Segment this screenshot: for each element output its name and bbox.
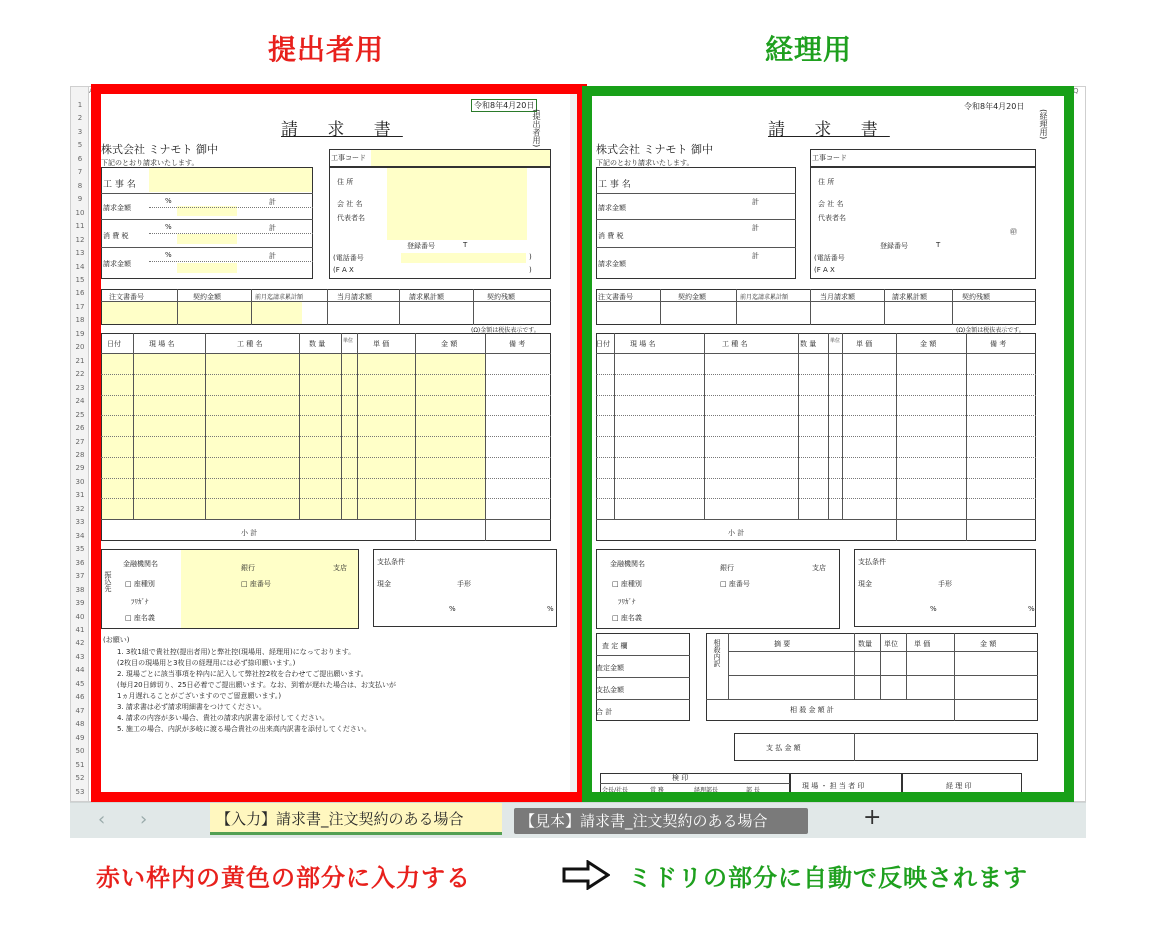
row-number[interactable]: 3 — [77, 127, 83, 136]
r-acct-type-label: □ 座種別 — [612, 580, 642, 588]
fax-close: ) — [529, 266, 532, 274]
row-number[interactable]: 44 — [75, 666, 85, 675]
r-detail-h3: 数 量 — [800, 340, 817, 348]
r-seikyu-label: 請求金額 — [598, 204, 626, 212]
row-number[interactable]: 34 — [75, 531, 85, 540]
row-number[interactable]: 32 — [75, 504, 85, 513]
r-kei-1: 計 — [752, 198, 759, 206]
ken-col-3: 部 長 — [746, 787, 760, 794]
pct-tegata: % — [547, 605, 554, 613]
kei-2: 計 — [269, 224, 276, 232]
reg-t-label: T — [463, 241, 468, 249]
satei-row-2: 合 計 — [596, 708, 613, 716]
note-1: (2枚目の現場用と3枚目の経理用には必ず捺印願います。) — [117, 659, 296, 667]
r-contract-h0: 注文書番号 — [598, 293, 633, 301]
tab-input-invoice[interactable]: 【入力】請求書_注文契約のある場合 — [210, 803, 502, 835]
row-number[interactable]: 6 — [77, 154, 83, 163]
r-contract-h5: 契約残額 — [962, 293, 990, 301]
detail-h7: 備 考 — [509, 340, 526, 348]
row-number[interactable]: 53 — [75, 787, 85, 796]
row-number[interactable]: 25 — [75, 410, 85, 419]
row-number[interactable]: 24 — [75, 397, 85, 406]
row-number[interactable]: 1 — [77, 101, 83, 109]
row-number[interactable]: 7 — [77, 168, 83, 177]
column-a-header: A — [89, 87, 94, 95]
row-number[interactable]: 13 — [75, 249, 85, 258]
row-number[interactable]: 11 — [75, 222, 85, 231]
detail-h0: 日付 — [107, 340, 121, 348]
reg-no-label: 登録番号 — [407, 242, 435, 250]
keiri-in-label: 経 理 印 — [946, 782, 972, 790]
pct-genkin: % — [449, 605, 456, 613]
ken-col-0: 会長/社長 — [602, 787, 629, 794]
r-koji-name-label: 工 事 名 — [598, 180, 631, 190]
ken-col-1: 常 務 — [650, 787, 664, 794]
detail-h4: 単位 — [343, 338, 354, 344]
r-detail-h6: 金 額 — [920, 340, 937, 348]
contract-h1: 契約金額 — [193, 293, 221, 301]
row-number[interactable]: 8 — [77, 181, 83, 190]
contract-h4: 請求累計額 — [409, 293, 444, 301]
row-number[interactable]: 19 — [75, 329, 85, 338]
r-contract-h2: 前月迄請求累計額 — [740, 294, 789, 301]
kei-3: 計 — [269, 252, 276, 260]
auto-area-frame — [582, 86, 1074, 802]
detail-h5: 単 価 — [373, 340, 390, 348]
detail-h3: 数 量 — [309, 340, 326, 348]
sousai-total: 相 殺 金 額 計 — [790, 706, 834, 714]
r-detail-h0: 日付 — [596, 340, 610, 348]
tel-close: ) — [529, 253, 532, 261]
sheet-tab-bar — [70, 802, 1086, 838]
acct-name-label: □ 座名義 — [125, 614, 155, 622]
row-number[interactable]: 20 — [75, 343, 85, 352]
row-number[interactable]: 10 — [75, 208, 85, 217]
satei-label: 査 定 欄 — [602, 642, 628, 650]
form-title: 請 求 書 — [281, 120, 403, 140]
pct-1: % — [165, 197, 172, 205]
acct-no-label: □ 座番号 — [241, 580, 271, 588]
r-detail-h1: 現 場 名 — [630, 340, 656, 348]
contract-h3: 当月請求額 — [337, 293, 372, 301]
r-acct-no-label: □ 座番号 — [720, 580, 750, 588]
row-number[interactable]: 9 — [77, 195, 83, 204]
row-number[interactable]: 49 — [75, 733, 85, 742]
row-number[interactable]: 16 — [75, 289, 85, 298]
furikomi-label: 振込先 — [104, 571, 112, 592]
r-form-side-label: (経理用) — [1039, 109, 1048, 140]
tel-label: (電話番号 — [333, 254, 364, 262]
r-pay-terms-label: 支払条件 — [858, 558, 886, 566]
form-side-label: (提出者用) — [532, 109, 541, 148]
row-number[interactable]: 30 — [75, 477, 85, 486]
row-number[interactable]: 14 — [75, 262, 85, 271]
seikyu2-label: 請求金額 — [103, 260, 131, 268]
r-subtotal-label: 小 計 — [728, 529, 745, 537]
contract-h0: 注文書番号 — [109, 293, 144, 301]
r-reg-no-label: 登録番号 — [880, 242, 908, 250]
sousai-label: 相殺内訳 — [713, 639, 721, 667]
row-number[interactable]: 31 — [75, 491, 85, 500]
sousai-h2: 単位 — [884, 640, 898, 648]
r-bank-shiten: 支店 — [812, 564, 826, 572]
notes-title: (お願い) — [103, 636, 130, 644]
r-rep-label: 代表者名 — [818, 214, 846, 222]
instruction-left: 赤い枠内の黄色の部分に入力する — [96, 864, 471, 892]
pct-2: % — [165, 223, 172, 231]
subtotal-label: 小 計 — [241, 529, 258, 537]
note-7: 5. 施工の場合、内訳が多岐に渡る場合貴社の出来高内訳書を添付してください。 — [117, 725, 371, 733]
r-kei-2: 計 — [752, 224, 759, 232]
r-detail-h4: 単位 — [830, 338, 841, 344]
kei-1: 計 — [269, 198, 276, 206]
row-number[interactable]: 48 — [75, 720, 85, 729]
note-0: 1. 3枚1組で貴社控(提出者用)と弊社控(現場用、経理用)になっております。 — [117, 648, 356, 656]
shiharai-label: 支 払 金 額 — [766, 744, 801, 752]
contract-h2: 前月迄請求累計額 — [255, 294, 304, 301]
header-accounting: 経理用 — [765, 33, 853, 66]
row-number[interactable]: 42 — [75, 639, 85, 648]
r-fax-label: (F A X — [814, 266, 835, 274]
row-number[interactable]: 50 — [75, 747, 85, 756]
row-number[interactable]: 46 — [75, 693, 85, 702]
form-date: 令和8年4月20日 — [471, 99, 537, 112]
tegata-label: 手形 — [457, 580, 471, 588]
r-acct-name-label: □ 座名義 — [612, 614, 642, 622]
pct-3: % — [165, 251, 172, 259]
row-number[interactable]: 15 — [75, 276, 85, 284]
tab-sample-invoice[interactable]: 【見本】請求書_注文契約のある場合 — [514, 808, 808, 834]
koji-name-label: 工 事 名 — [103, 180, 136, 190]
address-label: 住 所 — [337, 178, 354, 186]
ken-col-2: 経理部長 — [694, 787, 719, 794]
row-number[interactable]: 21 — [75, 356, 85, 365]
intro-text: 下記のとおり請求いたします。 — [101, 159, 199, 167]
row-number[interactable]: 37 — [75, 572, 85, 581]
row-number[interactable]: 47 — [75, 706, 85, 715]
r-contract-h4: 請求累計額 — [892, 293, 927, 301]
client-name: 株式会社 ミナモト 御中 — [101, 143, 218, 156]
detail-h2: 工 種 名 — [237, 340, 263, 348]
row-number[interactable]: 26 — [75, 424, 85, 433]
r-kei-3: 計 — [752, 252, 759, 260]
row-number[interactable]: 39 — [75, 599, 85, 608]
r-bank-label: 金融機関名 — [610, 560, 645, 568]
r-genkin-label: 現金 — [858, 580, 872, 588]
satei-row-0: 査定金額 — [596, 664, 624, 672]
note-5: 3. 請求書は必ず請求明細書をつけてください。 — [117, 703, 266, 711]
ken-in-label: 検 印 — [672, 774, 689, 782]
satei-row-1: 支払金額 — [596, 686, 624, 694]
koji-code-label: 工事コード — [331, 154, 366, 162]
r-contract-h3: 当月請求額 — [820, 293, 855, 301]
r-shohi-label: 消 費 税 — [598, 232, 624, 240]
row-number[interactable]: 28 — [75, 451, 85, 459]
r-seikyu2-label: 請求金額 — [598, 260, 626, 268]
yen-note: (Ω)金額は税抜表示です。 — [471, 327, 540, 334]
bank-label: 金融機関名 — [123, 560, 158, 568]
row-number[interactable]: 35 — [75, 545, 85, 554]
row-number[interactable]: 36 — [75, 558, 85, 567]
company-label: 会 社 名 — [337, 200, 363, 208]
tab-prev-icon[interactable]: ‹ — [98, 809, 106, 830]
note-4: 1ヵ月遅れることがございますのでご留意願います。) — [117, 692, 282, 700]
row-number[interactable]: 43 — [75, 652, 85, 661]
note-2: 2. 現場ごとに該当事項を枠内に記入して弊社控2枚を合わせてご提出願います。 — [117, 670, 368, 678]
note-6: 4. 請求の内容が多い場合、貴社の請求内訳書を添付してください。 — [117, 714, 329, 722]
r-kana-label: ﾌﾘｶﾞﾅ — [618, 598, 636, 606]
acct-type-label: □ 座種別 — [125, 580, 155, 588]
input-area-frame — [91, 84, 587, 802]
sousai-h1: 数量 — [858, 640, 872, 648]
row-number[interactable]: 40 — [75, 612, 85, 621]
r-company-label: 会 社 名 — [818, 200, 844, 208]
r-contract-h1: 契約金額 — [678, 293, 706, 301]
shohi-label: 消 費 税 — [103, 232, 129, 240]
r-reg-t-label: T — [936, 241, 941, 249]
r-pct-tegata: % — [1028, 605, 1035, 613]
tab-next-icon[interactable]: › — [140, 809, 148, 830]
row-number[interactable]: 45 — [75, 679, 85, 688]
r-pct-genkin: % — [930, 605, 937, 613]
r-address-label: 住 所 — [818, 178, 835, 186]
pay-terms-label: 支払条件 — [377, 558, 405, 566]
r-yen-note: (Ω)金額は税抜表示です。 — [956, 327, 1025, 334]
detail-h1: 現 場 名 — [149, 340, 175, 348]
note-3: (毎月20日締切り、25日必着でご提出願います。なお、到着が遅れた場合は、お支払いが — [117, 681, 396, 689]
r-detail-h5: 単 価 — [856, 340, 873, 348]
r-detail-h7: 備 考 — [990, 340, 1007, 348]
bank-shiten: 支店 — [333, 564, 347, 572]
genkin-label: 現金 — [377, 580, 391, 588]
row-number[interactable]: 2 — [77, 114, 83, 123]
row-number[interactable]: 33 — [75, 518, 85, 527]
row-number[interactable]: 51 — [75, 760, 85, 769]
row-number[interactable]: 27 — [75, 437, 85, 446]
row-number[interactable]: 22 — [75, 370, 85, 379]
bank-ginko: 銀行 — [241, 564, 255, 572]
genba-in-label: 現 場 ・ 担 当 者 印 — [802, 782, 865, 790]
r-form-date: 令和8年4月20日 — [964, 102, 1025, 111]
r-client-name: 株式会社 ミナモト 御中 — [596, 143, 713, 156]
row-number[interactable]: 38 — [75, 585, 85, 594]
add-sheet-button[interactable]: + — [863, 805, 882, 830]
r-tel-label: (電話番号 — [814, 254, 845, 262]
r-form-title: 請 求 書 — [768, 120, 890, 140]
column-q-header: Q — [1073, 87, 1079, 95]
arrow-right-icon — [562, 860, 610, 890]
r-detail-h2: 工 種 名 — [722, 340, 748, 348]
header-submitter: 提出者用 — [268, 33, 385, 66]
rep-label: 代表者名 — [337, 214, 365, 222]
instruction-right: ミドリの部分に自動で反映されます — [628, 864, 1028, 892]
row-header-column — [71, 87, 89, 802]
row-number[interactable]: 18 — [75, 316, 85, 325]
sousai-h0: 摘 要 — [774, 640, 791, 648]
r-bank-ginko: 銀行 — [720, 564, 734, 572]
sousai-h4: 金 額 — [980, 640, 997, 648]
r-tegata-label: 手形 — [938, 580, 952, 588]
kana-label: ﾌﾘｶﾞﾅ — [131, 598, 149, 606]
row-number[interactable]: 29 — [75, 464, 85, 473]
detail-h6: 金 額 — [441, 340, 458, 348]
row-number[interactable]: 41 — [75, 626, 85, 634]
r-intro-text: 下記のとおり請求いたします。 — [596, 159, 694, 167]
seikyu-label: 請求金額 — [103, 204, 131, 212]
row-number[interactable]: 17 — [75, 302, 85, 311]
row-number[interactable]: 5 — [77, 141, 83, 150]
row-number[interactable]: 52 — [75, 774, 85, 783]
r-koji-code-label: 工事コード — [812, 154, 847, 162]
sousai-h3: 単 価 — [914, 640, 931, 648]
row-number[interactable]: 12 — [75, 235, 85, 244]
contract-h5: 契約残額 — [487, 293, 515, 301]
fax-label: (F A X — [333, 266, 354, 274]
r-seal: ㊞ — [1010, 228, 1017, 236]
row-number[interactable]: 23 — [75, 383, 85, 392]
